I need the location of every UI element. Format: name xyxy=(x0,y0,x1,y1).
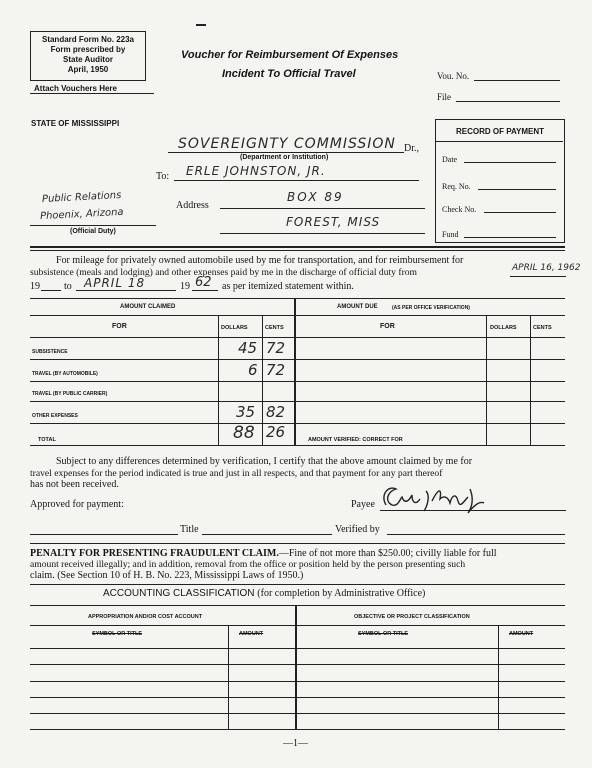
col-dollars-right: DOLLARS xyxy=(490,325,517,331)
intro-year-field-a[interactable] xyxy=(41,290,61,291)
certify-line-1: Subject to any differences determined by verification, I certify that the above amount claimed by me for xyxy=(56,456,473,467)
approved-label: Approved for payment: xyxy=(30,499,124,510)
row-label: TRAVEL (BY PUBLIC CARRIER) xyxy=(32,391,108,397)
record-of-payment-box xyxy=(435,119,565,243)
verified-by-label: Verified by xyxy=(335,524,380,535)
verified-by-field[interactable] xyxy=(387,534,565,535)
penalty-line-3: claim. (See Section 10 of H. B. No. 223, Mississippi Laws of 1950.) xyxy=(30,570,304,581)
official-duty-line-2: Phoenix, Arizona xyxy=(39,206,124,223)
table-header-rule xyxy=(30,315,565,316)
record-req-label: Req. No. xyxy=(442,182,471,191)
acct-entry-line[interactable] xyxy=(30,697,565,698)
amount-verified-label: AMOUNT VERIFIED: CORRECT FOR xyxy=(308,437,403,443)
to-handwritten: ERLE JOHNSTON, JR. xyxy=(186,164,326,178)
row-dollars: 6 xyxy=(248,361,258,379)
table-row xyxy=(30,359,565,382)
to-field[interactable] xyxy=(174,180,419,181)
vou-no-label: Vou. No. xyxy=(437,71,470,81)
penalty-line-1: —Fine of not more than $250.00; civilly liable for full xyxy=(278,548,497,559)
record-req-field[interactable] xyxy=(478,189,556,190)
form-number-box xyxy=(30,31,146,81)
payee-field[interactable] xyxy=(380,510,566,511)
accounting-title-text: ACCOUNTING CLASSIFICATION xyxy=(103,588,255,599)
attach-vouchers-label: Attach Vouchers Here xyxy=(34,84,117,93)
intro-line-2: subsistence (meals and lodging) and other expenses paid by me in the discharge of official duty from xyxy=(30,267,418,278)
table-row xyxy=(30,381,565,402)
accounting-note: (for completion by Administrative Office) xyxy=(257,588,426,599)
record-check-field[interactable] xyxy=(484,212,556,213)
address-field-1[interactable] xyxy=(220,208,425,209)
col-cents-left: CENTS xyxy=(265,325,284,331)
intro-year-value: 62 xyxy=(195,275,212,290)
intro-year-field-b[interactable] xyxy=(192,290,218,291)
penalty-text xyxy=(30,548,565,581)
intro-year-19b: 19 xyxy=(180,281,190,292)
row-dollars: 35 xyxy=(236,403,256,421)
table-row xyxy=(30,337,565,360)
amount-due-header: AMOUNT DUE xyxy=(337,304,378,310)
record-title-rule xyxy=(436,141,563,142)
penalty-heading: PENALTY FOR PRESENTING FRAUDULENT CLAIM. xyxy=(30,548,279,559)
accounting-title xyxy=(103,588,425,599)
acct-entry-line[interactable] xyxy=(30,713,565,714)
amount-table xyxy=(30,298,565,448)
row-label: SUBSISTENCE xyxy=(32,349,68,355)
record-date-field[interactable] xyxy=(464,162,556,163)
penalty-top-rule xyxy=(30,543,565,544)
left-symbol-header: SYMBOL OR TITLE xyxy=(92,631,143,637)
certify-line-2: travel expenses for the period indicated is true and just in all respects, and that payment for any part thereof xyxy=(30,468,443,479)
row-cents: 72 xyxy=(266,361,286,379)
col-dollars-left: DOLLARS xyxy=(221,325,248,331)
address-line-2: FOREST, MISS xyxy=(286,215,381,229)
file-field[interactable] xyxy=(456,101,560,102)
acct-entry-line[interactable] xyxy=(30,729,565,730)
intro-year-19a: 19 xyxy=(30,281,40,292)
acct-vline-right xyxy=(498,625,499,730)
col-for-left: FOR xyxy=(112,323,127,330)
intro-to-date: APRIL 18 xyxy=(84,276,146,290)
right-symbol-header: SYMBOL OR TITLE xyxy=(358,631,409,637)
row-dollars: 45 xyxy=(238,339,258,357)
accounting-header-rule xyxy=(30,625,565,626)
file-label: File xyxy=(437,92,452,102)
acct-entry-line[interactable] xyxy=(30,681,565,682)
address-field-2[interactable] xyxy=(220,233,425,234)
accounting-rule xyxy=(30,605,565,606)
intro-to-field[interactable] xyxy=(76,290,176,291)
intro-line-1: For mileage for privately owned automobile used by me for transportation, and for reimbursement for xyxy=(56,255,464,266)
official-duty-field[interactable] xyxy=(30,225,156,226)
row-dollars: 88 xyxy=(233,423,255,443)
form-title-line-1: Voucher for Reimbursement Of Expenses xyxy=(181,49,399,61)
objective-header: OBJECTIVE OR PROJECT CLASSIFICATION xyxy=(354,614,470,620)
certify-line-3: has not been received. xyxy=(30,479,119,490)
record-check-label: Check No. xyxy=(442,205,477,214)
row-cents: 26 xyxy=(266,423,286,441)
table-row-total xyxy=(30,423,565,446)
row-cents: 72 xyxy=(266,339,286,357)
page-number: —1— xyxy=(283,738,308,749)
to-label: To: xyxy=(156,171,170,182)
row-label: OTHER EXPENSES xyxy=(32,413,78,419)
col-for-right: FOR xyxy=(380,323,395,330)
department-field[interactable] xyxy=(168,152,404,153)
form-box-line-2: Form prescribed by xyxy=(50,45,126,54)
row-label: TOTAL xyxy=(38,437,56,443)
acct-vline-left xyxy=(228,625,229,730)
attach-underline xyxy=(30,93,154,94)
payee-label: Payee xyxy=(351,499,375,510)
amount-claimed-header: AMOUNT CLAIMED xyxy=(120,304,176,310)
department-handwritten: SOVEREIGNTY COMMISSION xyxy=(178,136,396,152)
penalty-bottom-rule xyxy=(30,584,565,585)
left-amount-header: AMOUNT xyxy=(239,631,264,637)
table-top-rule xyxy=(30,298,565,299)
col-cents-right: CENTS xyxy=(533,325,552,331)
form-box-line-4: April, 1950 xyxy=(67,65,109,74)
intro-to-word: to xyxy=(64,281,72,292)
record-date-label: Date xyxy=(442,155,458,164)
vou-no-field[interactable] xyxy=(474,80,560,81)
table-row xyxy=(30,401,565,424)
section-divider xyxy=(30,246,565,251)
intro-tail: as per itemized statement within. xyxy=(222,281,354,292)
record-title: RECORD OF PAYMENT xyxy=(455,127,544,136)
form-box-line-3: State Auditor xyxy=(63,55,113,64)
title-field[interactable] xyxy=(202,534,332,535)
form-box-line-1: Standard Form No. 223a xyxy=(41,35,135,44)
dr-label: Dr., xyxy=(404,143,419,154)
acct-vline-middle xyxy=(295,605,297,730)
state-label: STATE OF MISSISSIPPI xyxy=(31,119,120,128)
row-cents: 82 xyxy=(266,403,286,421)
title-label: Title xyxy=(180,524,199,535)
acct-entry-line[interactable] xyxy=(30,664,565,665)
address-label: Address xyxy=(176,200,209,211)
official-duty-caption: (Official Duty) xyxy=(70,228,116,235)
record-fund-label: Fund xyxy=(442,230,459,239)
department-caption: (Department or Institution) xyxy=(240,154,329,161)
official-duty-line-1: Public Relations xyxy=(41,189,122,206)
record-fund-field[interactable] xyxy=(464,237,556,238)
intro-from-field[interactable] xyxy=(510,276,566,277)
top-dash-mark xyxy=(196,24,206,26)
penalty-line-2: amount received illegally; and in addition, removal from the office or position held by the person presenting such xyxy=(30,559,466,570)
right-amount-header: AMOUNT xyxy=(509,631,534,637)
appropriation-header: APPROPRIATION AND/OR COST ACCOUNT xyxy=(88,614,203,620)
address-line-1: BOX 89 xyxy=(287,190,344,204)
form-title-line-2: Incident To Official Travel xyxy=(222,68,356,80)
intro-from-date: APRIL 16, 1962 xyxy=(512,263,581,273)
acct-entry-line[interactable] xyxy=(30,648,565,649)
amount-due-note: (AS PER OFFICE VERIFICATION) xyxy=(392,305,470,311)
approved-sign-field[interactable] xyxy=(30,534,178,535)
row-label: TRAVEL (BY AUTOMOBILE) xyxy=(32,371,98,377)
